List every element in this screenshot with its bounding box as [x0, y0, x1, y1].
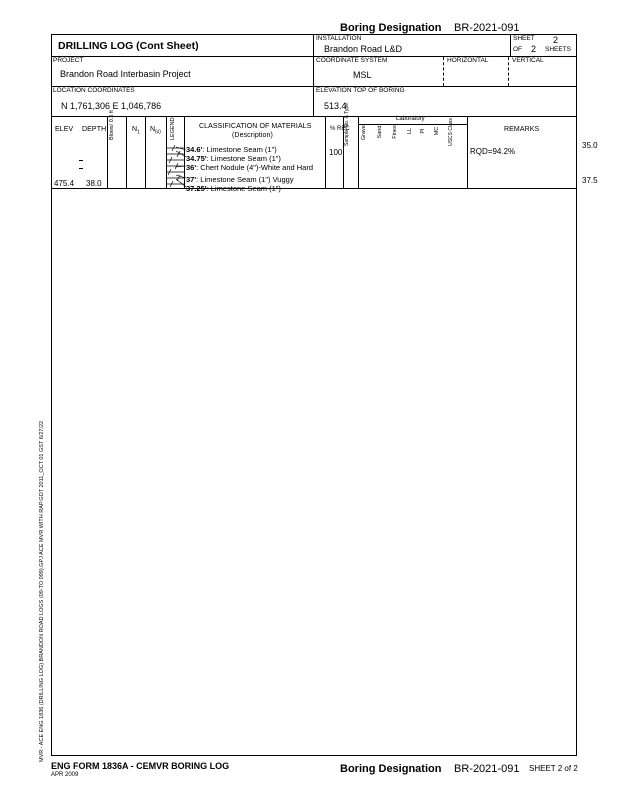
col-line-blows	[126, 116, 127, 188]
col-sand: Sand	[377, 125, 383, 139]
col-description: (Description)	[232, 132, 273, 139]
col-n1: $N_1$	[132, 126, 141, 136]
right-scale-bottom: 37.5	[582, 176, 598, 185]
footer-sheet-text: SHEET 2 of 2	[529, 764, 578, 773]
col-line-n1	[145, 116, 146, 188]
top-designation-label: Boring Designation	[340, 22, 442, 34]
col-fines: Fines	[392, 125, 398, 139]
col-sample: Sample No. & Type	[344, 103, 350, 146]
col-elev: ELEV	[55, 126, 74, 133]
col-line-desc	[325, 116, 326, 188]
of-label: OF	[513, 46, 523, 53]
footer-designation-label: Boring Designation	[340, 763, 442, 775]
sheet-label: SHEET	[513, 35, 535, 42]
side-file-path: MVR - ACE ENG 1836 (DRILLING LOG) BRANDON ROAD LOGS (09-TO 099).GPJ ACE MVR WITH RAP.GDT 2011_OCT 01 GST 6/27/22	[39, 420, 45, 762]
vertical-label: VERTICAL	[512, 57, 544, 64]
col-rec: % REC	[330, 126, 350, 132]
elevation-label: ELEVATION TOP OF BORING	[316, 87, 405, 94]
col-laboratory: Laboratory	[396, 116, 425, 122]
col-mc: MC	[434, 126, 440, 136]
col-uscs: USCS Class	[448, 118, 454, 146]
col-pi: PI	[420, 128, 426, 134]
col-depth: DEPTH	[82, 126, 107, 133]
elev-value: 475.4	[54, 179, 75, 188]
project-label: PROJECT	[53, 57, 84, 64]
col-legend: LEGEND	[170, 117, 176, 140]
col-line-sample	[358, 116, 359, 188]
col-ll: LL	[407, 127, 413, 135]
coordinate-system-label: COORDINATE SYSTEM	[316, 57, 388, 64]
location-label: LOCATION COORDINATES	[53, 87, 135, 94]
project-value: Brandon Road Interbasin Project	[60, 69, 191, 79]
depth-tick	[79, 168, 83, 169]
depth-value: 38.0	[86, 179, 102, 188]
vertical-divider	[508, 57, 509, 86]
col-n60: $N_{60}$	[150, 126, 161, 136]
elevation-value: 513.4	[324, 101, 347, 111]
coordinate-system-value: MSL	[353, 70, 372, 80]
remarks-value: RQD=94.2%	[470, 147, 516, 156]
horizontal-divider	[443, 57, 444, 86]
depth-tick	[79, 160, 83, 161]
description-row: 34.75': Limestone Seam (1")	[186, 154, 281, 163]
log-title: DRILLING LOG (Cont Sheet)	[58, 40, 199, 52]
rec-value: 100	[329, 148, 343, 157]
col-line-uscs	[467, 116, 468, 188]
footer-designation-value: BR-2021-091	[454, 763, 520, 775]
installation-value: Brandon Road L&D	[324, 44, 403, 54]
right-scale-top: 35.0	[582, 141, 598, 150]
horizontal-label: HORIZONTAL	[447, 57, 489, 64]
col-line-rec	[343, 116, 344, 188]
sheet-number: 2	[553, 35, 559, 45]
sheet-total: 2	[531, 44, 537, 54]
description-row: 37': Limestone Seam (1") Vuggy	[186, 175, 294, 184]
col-classification: CLASSIFICATION OF MATERIALS	[199, 123, 312, 130]
log-frame	[51, 34, 577, 756]
footer-form-date: APR 2009	[51, 772, 79, 778]
header-divider-1	[51, 56, 577, 57]
description-row: 37.25': Limestone Seam (1")	[186, 184, 281, 193]
col-remarks: REMARKS	[504, 126, 540, 133]
log-section-bottom	[51, 188, 577, 189]
description-row: 34.6': Limestone Seam (1")	[186, 145, 277, 154]
sheet-divider	[510, 34, 511, 56]
installation-label: INSTALLATION	[316, 35, 362, 42]
col-line-depth	[107, 116, 108, 188]
location-value: N 1,761,306 E 1,046,786	[61, 101, 162, 111]
top-designation-value: BR-2021-091	[454, 22, 520, 34]
laboratory-underline	[358, 124, 467, 125]
sheets-label: SHEETS	[545, 46, 572, 53]
footer-form-label: ENG FORM 1836A - CEMVR BORING LOG	[51, 761, 230, 771]
col-blows: Blows/ 0.5 ft	[109, 110, 115, 140]
header-center-divider	[313, 34, 314, 116]
description-row: 36': Chert Nodule (4")-White and Hard	[186, 163, 314, 172]
col-gravel: Gravel	[361, 123, 367, 141]
header-divider-3	[51, 116, 577, 117]
